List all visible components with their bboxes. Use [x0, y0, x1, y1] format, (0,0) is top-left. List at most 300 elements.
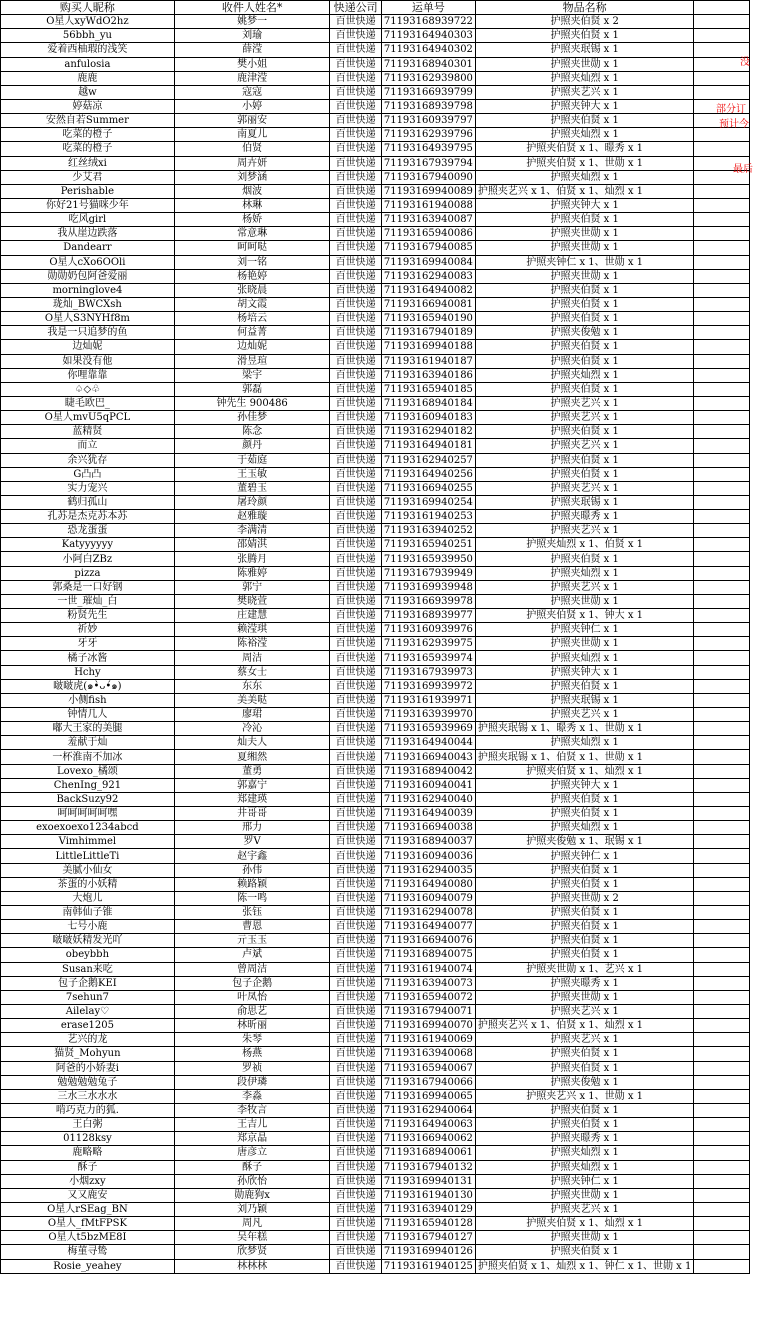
item-cell[interactable]: 护照夹伯贤 x 1 [475, 1245, 693, 1259]
courier-cell[interactable]: 百世快递 [330, 637, 381, 651]
courier-cell[interactable]: 百世快递 [330, 255, 381, 269]
buyer-cell[interactable]: Susan来吃 [1, 962, 175, 976]
courier-cell[interactable]: 百世快递 [330, 1103, 381, 1117]
empty-cell[interactable] [694, 1245, 750, 1259]
tracking-cell[interactable]: 71193164940303 [381, 29, 475, 43]
empty-cell[interactable] [694, 665, 750, 679]
item-cell[interactable]: 护照夹灿烈 x 1 [475, 71, 693, 85]
courier-cell[interactable]: 百世快递 [330, 1019, 381, 1033]
empty-cell[interactable] [694, 1202, 750, 1216]
empty-cell[interactable] [694, 566, 750, 580]
tracking-cell[interactable]: 71193164940181 [381, 439, 475, 453]
item-cell[interactable]: 护照夹灿烈 x 1 [475, 368, 693, 382]
empty-cell[interactable] [694, 382, 750, 396]
recipient-cell[interactable]: 陈雅婷 [174, 566, 330, 580]
recipient-cell[interactable]: 卢斌 [174, 948, 330, 962]
buyer-cell[interactable]: 包子企鹅KEI [1, 976, 175, 990]
recipient-cell[interactable]: 刘乃颖 [174, 1202, 330, 1216]
item-cell[interactable]: 护照夹伯贤 x 1 [475, 877, 693, 891]
tracking-cell[interactable]: 71193165940190 [381, 312, 475, 326]
empty-cell[interactable] [694, 1174, 750, 1188]
recipient-cell[interactable]: 杨培云 [174, 312, 330, 326]
empty-cell[interactable] [694, 609, 750, 623]
courier-cell[interactable]: 百世快递 [330, 552, 381, 566]
item-cell[interactable]: 护照夹伯贤 x 1 [475, 467, 693, 481]
item-cell[interactable]: 护照夹世勋 x 1 [475, 594, 693, 608]
tracking-cell[interactable]: 71193166939799 [381, 85, 475, 99]
buyer-cell[interactable]: 01128ksy [1, 1132, 175, 1146]
item-cell[interactable]: 护照夹伯贤 x 1 [475, 114, 693, 128]
item-cell[interactable]: 护照夹伯贤 x 1、暻秀 x 1 [475, 142, 693, 156]
buyer-cell[interactable]: LittleLittleTi [1, 849, 175, 863]
courier-cell[interactable]: 百世快递 [330, 623, 381, 637]
recipient-cell[interactable]: 刘瑜 [174, 29, 330, 43]
empty-cell[interactable] [694, 425, 750, 439]
recipient-cell[interactable]: 烟波 [174, 184, 330, 198]
buyer-cell[interactable]: 羞献于灿 [1, 736, 175, 750]
empty-cell[interactable] [694, 934, 750, 948]
buyer-cell[interactable]: BackSuzy92 [1, 792, 175, 806]
empty-cell[interactable] [694, 467, 750, 481]
tracking-cell[interactable]: 71193160939797 [381, 114, 475, 128]
courier-cell[interactable]: 百世快递 [330, 354, 381, 368]
buyer-cell[interactable]: 啃巧克力的狐. [1, 1103, 175, 1117]
recipient-cell[interactable]: 张腾月 [174, 552, 330, 566]
tracking-cell[interactable]: 71193169940070 [381, 1019, 475, 1033]
empty-cell[interactable] [694, 778, 750, 792]
tracking-cell[interactable]: 71193168940037 [381, 835, 475, 849]
recipient-cell[interactable]: 周凡 [174, 1217, 330, 1231]
tracking-cell[interactable]: 71193167940189 [381, 326, 475, 340]
buyer-cell[interactable]: 艺兴的龙 [1, 1033, 175, 1047]
tracking-cell[interactable]: 71193160940079 [381, 891, 475, 905]
tracking-cell[interactable]: 71193165940251 [381, 538, 475, 552]
buyer-cell[interactable]: ♤◇♧ [1, 382, 175, 396]
tracking-cell[interactable]: 71193167940085 [381, 241, 475, 255]
buyer-cell[interactable]: Perishable [1, 184, 175, 198]
tracking-cell[interactable]: 71193161940187 [381, 354, 475, 368]
item-cell[interactable]: 护照夹艺兴 x 1 [475, 85, 693, 99]
item-cell[interactable]: 护照夹珉锡 x 1、伯贤 x 1、世勋 x 1 [475, 750, 693, 764]
courier-cell[interactable]: 百世快递 [330, 1075, 381, 1089]
empty-cell[interactable] [694, 708, 750, 722]
courier-cell[interactable]: 百世快递 [330, 1089, 381, 1103]
courier-cell[interactable]: 百世快递 [330, 156, 381, 170]
item-cell[interactable]: 护照夹伯贤 x 1 [475, 1061, 693, 1075]
empty-cell[interactable] [694, 722, 750, 736]
recipient-cell[interactable]: 庄建慧 [174, 609, 330, 623]
buyer-cell[interactable]: 啵啵虎(๑•̀ᴗ•́๑) [1, 679, 175, 693]
tracking-cell[interactable]: 71193162940083 [381, 269, 475, 283]
recipient-cell[interactable]: 段伊璘 [174, 1075, 330, 1089]
item-cell[interactable]: 护照夹暻秀 x 1 [475, 510, 693, 524]
buyer-cell[interactable]: 猫贤_Mohyun [1, 1047, 175, 1061]
empty-cell[interactable] [694, 679, 750, 693]
courier-cell[interactable]: 百世快递 [330, 807, 381, 821]
buyer-cell[interactable]: 又又鹿安 [1, 1188, 175, 1202]
courier-cell[interactable]: 百世快递 [330, 722, 381, 736]
buyer-cell[interactable]: 嘟大王家的美腿 [1, 722, 175, 736]
tracking-cell[interactable]: 71193163939970 [381, 708, 475, 722]
tracking-cell[interactable]: 71193166940062 [381, 1132, 475, 1146]
empty-cell[interactable] [694, 1103, 750, 1117]
recipient-cell[interactable]: 王玉敏 [174, 467, 330, 481]
empty-cell[interactable] [694, 1, 750, 15]
courier-cell[interactable]: 百世快递 [330, 57, 381, 71]
tracking-cell[interactable]: 71193167939794 [381, 156, 475, 170]
courier-cell[interactable]: 百世快递 [330, 1118, 381, 1132]
recipient-cell[interactable]: 孙欣怡 [174, 1174, 330, 1188]
tracking-cell[interactable]: 71193168939722 [381, 15, 475, 29]
tracking-cell[interactable]: 71193161940088 [381, 198, 475, 212]
tracking-cell[interactable]: 71193166940043 [381, 750, 475, 764]
tracking-cell[interactable]: 71193168940042 [381, 764, 475, 778]
empty-cell[interactable] [694, 227, 750, 241]
buyer-cell[interactable]: 呵呵呵呵呵嘿 [1, 807, 175, 821]
courier-cell[interactable]: 百世快递 [330, 411, 381, 425]
buyer-cell[interactable]: Katyyyyyy [1, 538, 175, 552]
recipient-cell[interactable]: 杨燕 [174, 1047, 330, 1061]
recipient-cell[interactable]: 刘一铭 [174, 255, 330, 269]
item-cell[interactable]: 护照夹俊勉 x 1、珉锡 x 1 [475, 835, 693, 849]
courier-cell[interactable]: 百世快递 [330, 1231, 381, 1245]
item-cell[interactable]: 护照夹伯贤 x 1 [475, 1047, 693, 1061]
recipient-cell[interactable]: 俞思艺 [174, 1004, 330, 1018]
courier-cell[interactable]: 百世快递 [330, 778, 381, 792]
tracking-cell[interactable]: 71193168940301 [381, 57, 475, 71]
item-cell[interactable]: 护照夹艺兴 x 1 [475, 708, 693, 722]
buyer-cell[interactable]: Ailelay♡ [1, 1004, 175, 1018]
empty-cell[interactable] [694, 524, 750, 538]
buyer-cell[interactable]: 啵啵妖精发光吖 [1, 934, 175, 948]
empty-cell[interactable] [694, 976, 750, 990]
empty-cell[interactable] [694, 1033, 750, 1047]
item-cell[interactable]: 护照夹世勋 x 1 [475, 1231, 693, 1245]
empty-cell[interactable] [694, 85, 750, 99]
recipient-cell[interactable]: 杨艳婷 [174, 269, 330, 283]
empty-cell[interactable] [694, 693, 750, 707]
tracking-cell[interactable]: 71193169940065 [381, 1089, 475, 1103]
item-cell[interactable]: 护照夹艺兴 x 1 [475, 524, 693, 538]
item-cell[interactable]: 护照夹珉锡 x 1 [475, 495, 693, 509]
empty-cell[interactable] [694, 821, 750, 835]
buyer-cell[interactable]: 勉勉勉勉兔子 [1, 1075, 175, 1089]
buyer-cell[interactable]: Lovexo_橘颂 [1, 764, 175, 778]
recipient-cell[interactable]: 孙佳梦 [174, 411, 330, 425]
recipient-cell[interactable]: 李牧言 [174, 1103, 330, 1117]
item-cell[interactable]: 护照夹伯贤 x 1 [475, 382, 693, 396]
tracking-cell[interactable]: 71193162940078 [381, 906, 475, 920]
tracking-cell[interactable]: 71193160940036 [381, 849, 475, 863]
item-cell[interactable]: 护照夹伯贤 x 1、世勋 x 1 [475, 156, 693, 170]
tracking-cell[interactable]: 71193165940086 [381, 227, 475, 241]
buyer-cell[interactable]: Hchy [1, 665, 175, 679]
empty-cell[interactable] [694, 340, 750, 354]
courier-cell[interactable]: 百世快递 [330, 85, 381, 99]
courier-cell[interactable]: 百世快递 [330, 1061, 381, 1075]
empty-cell[interactable] [694, 736, 750, 750]
item-cell[interactable]: 护照夹钟大 x 1 [475, 665, 693, 679]
recipient-cell[interactable]: 陈裕滢 [174, 637, 330, 651]
empty-cell[interactable] [694, 835, 750, 849]
courier-cell[interactable]: 百世快递 [330, 453, 381, 467]
empty-cell[interactable] [694, 1089, 750, 1103]
empty-cell[interactable] [694, 368, 750, 382]
courier-cell[interactable]: 百世快递 [330, 594, 381, 608]
item-cell[interactable]: 护照夹灿烈 x 1 [475, 1160, 693, 1174]
tracking-cell[interactable]: 71193160939976 [381, 623, 475, 637]
courier-cell[interactable]: 百世快递 [330, 1004, 381, 1018]
item-cell[interactable]: 护照夹暻秀 x 1 [475, 976, 693, 990]
empty-cell[interactable] [694, 1259, 750, 1273]
empty-cell[interactable] [694, 792, 750, 806]
item-cell[interactable]: 护照夹世勋 x 1 [475, 227, 693, 241]
buyer-cell[interactable]: 孔苏是杰克苏本苏 [1, 510, 175, 524]
courier-cell[interactable]: 百世快递 [330, 170, 381, 184]
courier-cell[interactable]: 百世快递 [330, 665, 381, 679]
courier-cell[interactable]: 百世快递 [330, 976, 381, 990]
item-cell[interactable]: 护照夹伯贤 x 1 [475, 297, 693, 311]
tracking-cell[interactable]: 71193166940038 [381, 821, 475, 835]
tracking-cell[interactable]: 71193167940090 [381, 170, 475, 184]
courier-cell[interactable]: 百世快递 [330, 863, 381, 877]
empty-cell[interactable] [694, 849, 750, 863]
tracking-cell[interactable]: 71193165939974 [381, 651, 475, 665]
recipient-cell[interactable]: 樊小姐 [174, 57, 330, 71]
recipient-cell[interactable]: 冷沁 [174, 722, 330, 736]
item-cell[interactable]: 护照夹灿烈 x 1 [475, 821, 693, 835]
buyer-cell[interactable]: 我是一只追梦的鱼 [1, 326, 175, 340]
courier-cell[interactable]: 百世快递 [330, 269, 381, 283]
header-item[interactable]: 物品名称 [475, 1, 693, 15]
recipient-cell[interactable]: 常意琳 [174, 227, 330, 241]
buyer-cell[interactable]: 吃菜的橙子 [1, 128, 175, 142]
courier-cell[interactable]: 百世快递 [330, 792, 381, 806]
header-buyer[interactable]: 购买人昵称 [1, 1, 175, 15]
courier-cell[interactable]: 百世快递 [330, 693, 381, 707]
buyer-cell[interactable]: 红丝绒xi [1, 156, 175, 170]
empty-cell[interactable] [694, 481, 750, 495]
buyer-cell[interactable]: 恐龙蛋蛋 [1, 524, 175, 538]
recipient-cell[interactable]: 美美哒 [174, 693, 330, 707]
item-cell[interactable]: 护照夹灿烈 x 1 [475, 566, 693, 580]
item-cell[interactable]: 护照夹钟大 x 1 [475, 198, 693, 212]
empty-cell[interactable] [694, 439, 750, 453]
courier-cell[interactable]: 百世快递 [330, 835, 381, 849]
recipient-cell[interactable]: 勋鹿狗x [174, 1188, 330, 1202]
buyer-cell[interactable]: 爱着西柚瑕的浅笑 [1, 43, 175, 57]
buyer-cell[interactable]: O星人t5bzME8I [1, 1231, 175, 1245]
recipient-cell[interactable]: 李淼 [174, 1089, 330, 1103]
item-cell[interactable]: 护照夹艺兴 x 1 [475, 580, 693, 594]
item-cell[interactable]: 护照夹伯贤 x 1 [475, 792, 693, 806]
item-cell[interactable]: 护照夹世勋 x 1 [475, 637, 693, 651]
recipient-cell[interactable]: 陈念 [174, 425, 330, 439]
tracking-cell[interactable]: 71193162939975 [381, 637, 475, 651]
courier-cell[interactable]: 百世快递 [330, 114, 381, 128]
buyer-cell[interactable]: ChenIng_921 [1, 778, 175, 792]
tracking-cell[interactable]: 71193161940074 [381, 962, 475, 976]
recipient-cell[interactable]: 亓玉玉 [174, 934, 330, 948]
empty-cell[interactable] [694, 213, 750, 227]
item-cell[interactable]: 护照夹钟仁 x 1 [475, 623, 693, 637]
buyer-cell[interactable]: 而立 [1, 439, 175, 453]
item-cell[interactable]: 护照夹艺兴 x 1、世勋 x 1 [475, 1089, 693, 1103]
recipient-cell[interactable]: 南夏儿 [174, 128, 330, 142]
recipient-cell[interactable]: 包子企鹅 [174, 976, 330, 990]
recipient-cell[interactable]: 杨娇 [174, 213, 330, 227]
item-cell[interactable]: 护照夹钟大 x 1 [475, 99, 693, 113]
empty-cell[interactable] [694, 283, 750, 297]
buyer-cell[interactable]: 王白粥 [1, 1118, 175, 1132]
recipient-cell[interactable]: 张晓晨 [174, 283, 330, 297]
empty-cell[interactable] [694, 962, 750, 976]
courier-cell[interactable]: 百世快递 [330, 708, 381, 722]
item-cell[interactable]: 护照夹伯贤 x 1 [475, 807, 693, 821]
courier-cell[interactable]: 百世快递 [330, 679, 381, 693]
item-cell[interactable]: 护照夹伯贤 x 1 [475, 1118, 693, 1132]
buyer-cell[interactable]: 阿爸的小娇妻i [1, 1061, 175, 1075]
courier-cell[interactable]: 百世快递 [330, 29, 381, 43]
recipient-cell[interactable]: 赖路颖 [174, 877, 330, 891]
item-cell[interactable]: 护照夹灿烈 x 1 [475, 736, 693, 750]
empty-cell[interactable] [694, 651, 750, 665]
buyer-cell[interactable]: 郭桑是一口好钢 [1, 580, 175, 594]
recipient-cell[interactable]: 滑昱瑄 [174, 354, 330, 368]
tracking-cell[interactable]: 71193161940069 [381, 1033, 475, 1047]
item-cell[interactable]: 护照夹艺兴 x 1、伯贤 x 1、灿烈 x 1 [475, 1019, 693, 1033]
tracking-cell[interactable]: 71193164940080 [381, 877, 475, 891]
courier-cell[interactable]: 百世快递 [330, 297, 381, 311]
empty-cell[interactable] [694, 623, 750, 637]
buyer-cell[interactable]: 安然自若Summer [1, 114, 175, 128]
buyer-cell[interactable]: 婷菇凉 [1, 99, 175, 113]
recipient-cell[interactable]: 呵呵哒 [174, 241, 330, 255]
recipient-cell[interactable]: 孙伟 [174, 863, 330, 877]
item-cell[interactable]: 护照夹艺兴 x 1 [475, 1202, 693, 1216]
item-cell[interactable]: 护照夹艺兴 x 1 [475, 1033, 693, 1047]
tracking-cell[interactable]: 71193161940130 [381, 1188, 475, 1202]
tracking-cell[interactable]: 71193162940035 [381, 863, 475, 877]
empty-cell[interactable] [694, 1118, 750, 1132]
courier-cell[interactable]: 百世快递 [330, 736, 381, 750]
item-cell[interactable]: 护照夹俊勉 x 1 [475, 1075, 693, 1089]
empty-cell[interactable] [694, 297, 750, 311]
recipient-cell[interactable]: 朱琴 [174, 1033, 330, 1047]
item-cell[interactable]: 护照夹艺兴 x 1 [475, 396, 693, 410]
recipient-cell[interactable]: 张钰 [174, 906, 330, 920]
item-cell[interactable]: 护照夹伯贤 x 1 [475, 453, 693, 467]
empty-cell[interactable] [694, 1004, 750, 1018]
recipient-cell[interactable]: 井哥哥 [174, 807, 330, 821]
recipient-cell[interactable]: 郑建瑛 [174, 792, 330, 806]
buyer-cell[interactable]: 蓝精贤 [1, 425, 175, 439]
courier-cell[interactable]: 百世快递 [330, 15, 381, 29]
empty-cell[interactable] [694, 71, 750, 85]
recipient-cell[interactable]: 胡文霞 [174, 297, 330, 311]
item-cell[interactable]: 护照夹艺兴 x 1 [475, 481, 693, 495]
recipient-cell[interactable]: 薛滢 [174, 43, 330, 57]
empty-cell[interactable] [694, 255, 750, 269]
item-cell[interactable]: 护照夹伯贤 x 1 [475, 948, 693, 962]
buyer-cell[interactable]: 小阿白ZBz [1, 552, 175, 566]
buyer-cell[interactable]: obeybbh [1, 948, 175, 962]
tracking-cell[interactable]: 71193169940089 [381, 184, 475, 198]
courier-cell[interactable]: 百世快递 [330, 43, 381, 57]
tracking-cell[interactable]: 71193163940186 [381, 368, 475, 382]
item-cell[interactable]: 护照夹伯贤 x 1 [475, 29, 693, 43]
courier-cell[interactable]: 百世快递 [330, 128, 381, 142]
buyer-cell[interactable]: anfulosia [1, 57, 175, 71]
empty-cell[interactable] [694, 29, 750, 43]
recipient-cell[interactable]: 刘梦涵 [174, 170, 330, 184]
tracking-cell[interactable]: 71193165939950 [381, 552, 475, 566]
courier-cell[interactable]: 百世快递 [330, 312, 381, 326]
recipient-cell[interactable]: 邵婧淇 [174, 538, 330, 552]
item-cell[interactable]: 护照夹世勋 x 1 [475, 990, 693, 1004]
empty-cell[interactable] [694, 453, 750, 467]
buyer-cell[interactable]: 越w [1, 85, 175, 99]
recipient-cell[interactable]: 钟先生 900486 [174, 396, 330, 410]
empty-cell[interactable] [694, 1146, 750, 1160]
buyer-cell[interactable]: O星人_fMtFPSK [1, 1217, 175, 1231]
buyer-cell[interactable]: O星人S3NYHf8m [1, 312, 175, 326]
tracking-cell[interactable]: 71193167939949 [381, 566, 475, 580]
tracking-cell[interactable]: 71193164940039 [381, 807, 475, 821]
tracking-cell[interactable]: 71193167939973 [381, 665, 475, 679]
recipient-cell[interactable]: 屠玲颜 [174, 495, 330, 509]
tracking-cell[interactable]: 71193162939796 [381, 128, 475, 142]
item-cell[interactable]: 护照夹世勋 x 2 [475, 891, 693, 905]
tracking-cell[interactable]: 71193164940256 [381, 467, 475, 481]
tracking-cell[interactable]: 71193162939800 [381, 71, 475, 85]
tracking-cell[interactable]: 71193162940257 [381, 453, 475, 467]
empty-cell[interactable] [694, 495, 750, 509]
item-cell[interactable]: 护照夹伯贤 x 1 [475, 552, 693, 566]
buyer-cell[interactable]: 橘子冰酱 [1, 651, 175, 665]
empty-cell[interactable] [694, 15, 750, 29]
header-tracking[interactable]: 运单号 [381, 1, 475, 15]
tracking-cell[interactable]: 71193168939798 [381, 99, 475, 113]
recipient-cell[interactable]: 曾周洁 [174, 962, 330, 976]
recipient-cell[interactable]: 鹿津滢 [174, 71, 330, 85]
tracking-cell[interactable]: 71193164940077 [381, 920, 475, 934]
recipient-cell[interactable]: 叶凤怡 [174, 990, 330, 1004]
empty-cell[interactable] [694, 948, 750, 962]
buyer-cell[interactable]: 梅菫寻鸷 [1, 1245, 175, 1259]
recipient-cell[interactable]: 赵宇鑫 [174, 849, 330, 863]
tracking-cell[interactable]: 71193166940081 [381, 297, 475, 311]
buyer-cell[interactable]: 小侧fish [1, 693, 175, 707]
tracking-cell[interactable]: 71193160940183 [381, 411, 475, 425]
recipient-cell[interactable]: 陈一鸣 [174, 891, 330, 905]
tracking-cell[interactable]: 71193169939948 [381, 580, 475, 594]
courier-cell[interactable]: 百世快递 [330, 609, 381, 623]
empty-cell[interactable] [694, 807, 750, 821]
courier-cell[interactable]: 百世快递 [330, 425, 381, 439]
courier-cell[interactable]: 百世快递 [330, 1160, 381, 1174]
courier-cell[interactable]: 百世快递 [330, 368, 381, 382]
courier-cell[interactable]: 百世快递 [330, 1033, 381, 1047]
courier-cell[interactable]: 百世快递 [330, 580, 381, 594]
empty-cell[interactable] [694, 43, 750, 57]
recipient-cell[interactable]: 姚梦一 [174, 15, 330, 29]
item-cell[interactable]: 护照夹艺兴 x 1 [475, 1004, 693, 1018]
item-cell[interactable]: 护照夹世勋 x 1、艺兴 x 1 [475, 962, 693, 976]
item-cell[interactable]: 护照夹伯贤 x 2 [475, 15, 693, 29]
empty-cell[interactable] [694, 891, 750, 905]
buyer-cell[interactable]: O星人mvU5qPCL [1, 411, 175, 425]
